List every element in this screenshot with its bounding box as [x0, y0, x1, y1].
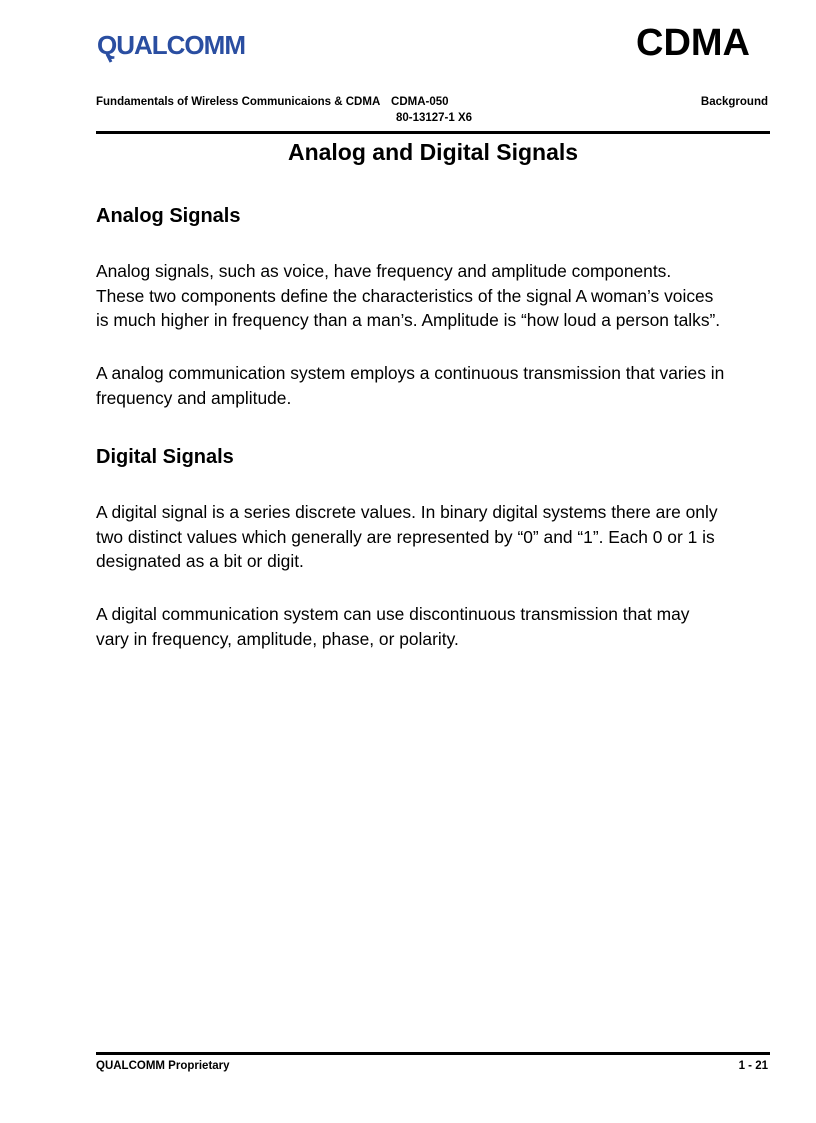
course-title: Fundamentals of Wireless Communicaions & CDMA [96, 96, 380, 108]
paragraph-digital-values [96, 500, 786, 574]
paragraph-line: These two components define the characteristics of the signal A woman’s voices [96, 285, 714, 306]
section-label: Background [700, 96, 768, 108]
paragraph-line: A digital signal is a series discrete values. In binary digital systems there are only [96, 502, 718, 522]
footer-divider [96, 1052, 770, 1055]
paragraph-line: A analog communication system employs a continuous transmission that varies in [96, 363, 725, 383]
qualcomm-logo [97, 26, 257, 66]
page-title: Analog and Digital Signals [287, 139, 579, 165]
paragraph-line: Analog signals, such as voice, have frequency and amplitude components. [96, 261, 672, 281]
section-heading-digital: Digital Signals [96, 446, 234, 468]
qualcomm-logo-graphic [97, 26, 257, 66]
page-number: 1 - 21 [738, 1060, 768, 1072]
doc-number: 80-13127-1 X6 [395, 112, 473, 124]
paragraph-line: A digital communication system can use discontinuous transmission that may [96, 604, 690, 624]
paragraph-line: two distinct values which generally are represented by “0” and “1”. Each 0 or 1 is [96, 526, 715, 547]
brand-title: CDMA [636, 22, 750, 64]
paragraph-line: vary in frequency, amplitude, phase, or polarity. [96, 628, 459, 649]
paragraph-line: designated as a bit or digit. [96, 551, 304, 571]
logo-wordmark: QUALCOMM [97, 30, 245, 60]
paragraph-line: frequency and amplitude. [96, 387, 292, 408]
paragraph-line: is much higher in frequency than a man’s. Amplitude is “how loud a person talks”. [96, 310, 721, 330]
section-heading-analog: Analog Signals [96, 205, 241, 227]
paragraph-analog-system [96, 361, 786, 410]
header-divider [96, 131, 770, 134]
footer-proprietary: QUALCOMM Proprietary [96, 1060, 230, 1072]
paragraph-analog-components [96, 259, 786, 333]
paragraph-digital-system [96, 602, 786, 651]
course-code: CDMA-050 [391, 96, 449, 108]
header-course-info [96, 94, 449, 110]
